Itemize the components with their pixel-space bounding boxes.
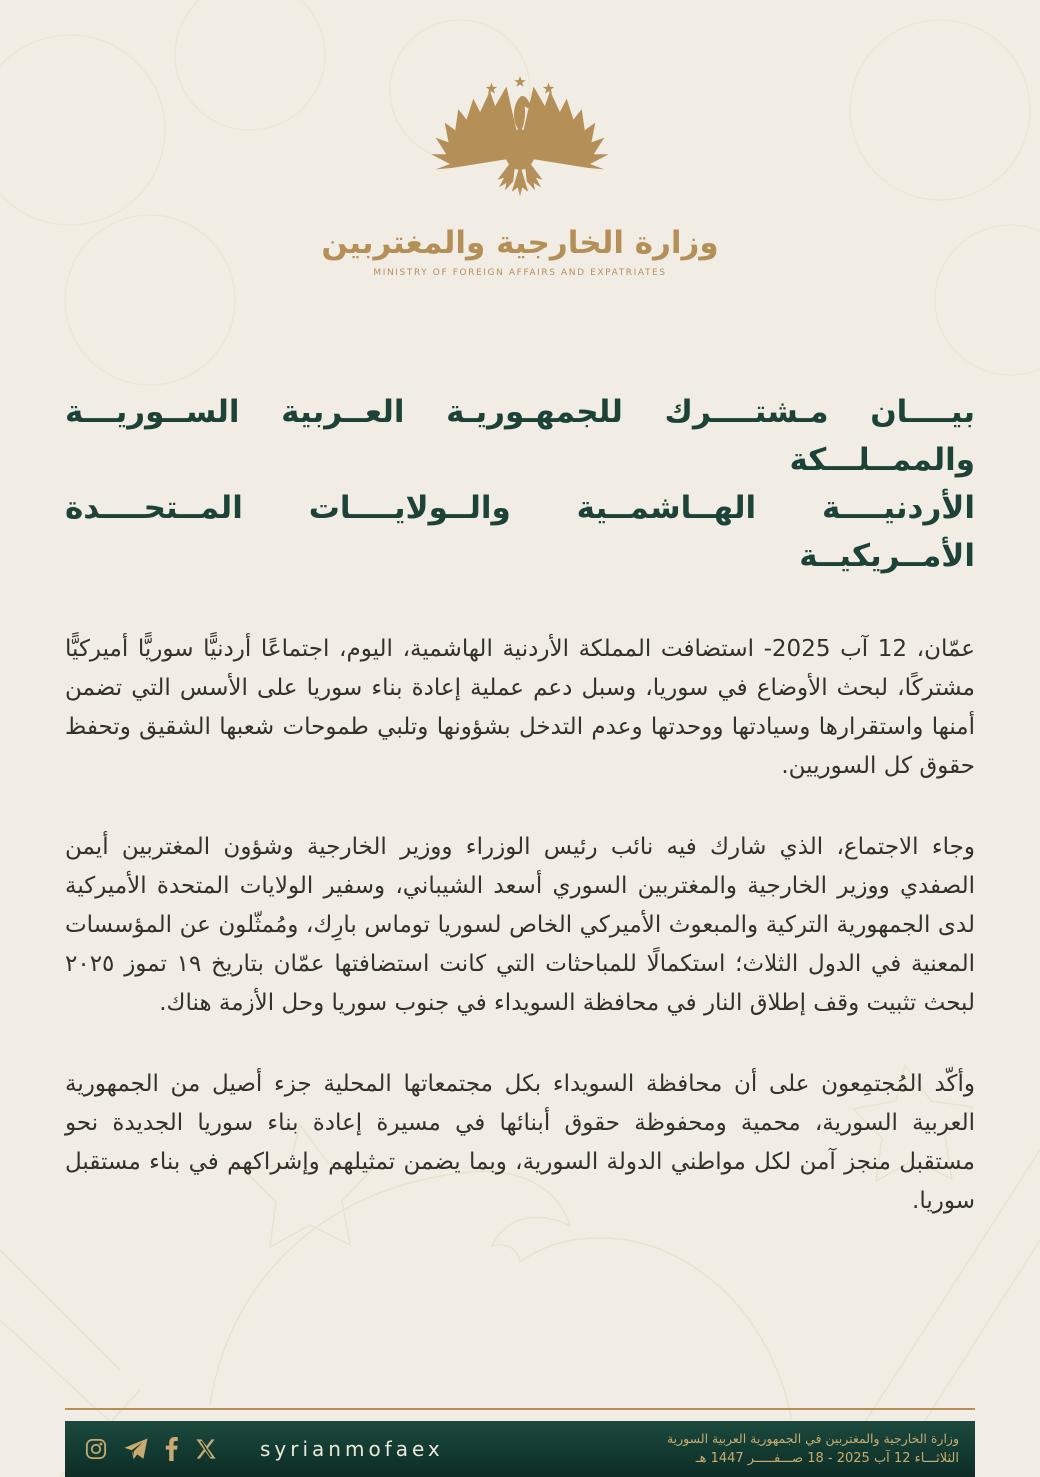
facebook-icon[interactable]: [165, 1437, 178, 1461]
ministry-logo: [0, 76, 1040, 278]
eagle-emblem-icon: [407, 76, 633, 219]
ministry-arabic-title: وزارة الخارجية والمغتربين: [321, 225, 719, 261]
footer-info: [667, 1429, 959, 1469]
statement-paragraph-3: وأكّد المُجتمِعون على أن محافظة السويداء بكل مجتمعاتها المحلية جزء أصيل من الجمهورية العربية السورية، محمية ومحفوظة حقوق أبنائها في مسيرة إعادة بناء سوريا الجديدة نحو مستقبل منجز آمن لكل مواطني الدولة السورية، وبما يضمن تمثيلهم وإشراكهم في بناء مستقبل سوريا.: [65, 1071, 975, 1214]
footer-bar: [65, 1421, 975, 1477]
telegram-icon[interactable]: [124, 1438, 148, 1460]
star-icon: [486, 83, 497, 94]
instagram-icon[interactable]: [85, 1438, 107, 1460]
star-icon: [514, 76, 525, 87]
social-links: [85, 1437, 444, 1461]
statement-title-line1: بيــــان مـشتــــرك للجمهـوريـة العــربية الســوريـــة والممــلـــكة: [65, 394, 975, 478]
footer-org-line: وزارة الخارجية والمغتربين في الجمهورية العربية السورية: [666, 1431, 959, 1446]
footer-date-line: الثلاثـــاء 12 آب 2025 - 18 صـــفـــــر 1447 هـ: [695, 1451, 959, 1466]
statement-paragraph-1: عمّان، 12 آب 2025- استضافت المملكة الأردنية الهاشمية، اليوم، اجتماعًا أردنيًّا سوريًّا أميركيًّا مشتركًا، لبحث الأوضاع في سوريا، وسبل دعم عملية إعادة بناء سوريا على الأسس التي تضمن أمنها واستقرارها وسيادتها ووحدتها وعدم التدخل بشؤونها وتلبي طموحات شعبها الشقيق وتحفظ حقوق كل السوريين.: [65, 636, 976, 779]
star-icon: [543, 83, 554, 94]
social-handle: syrianmofaex: [260, 1437, 444, 1461]
ministry-english-caption: MINISTRY OF FOREIGN AFFAIRS AND EXPATRIATES: [373, 268, 667, 278]
statement-title: [65, 388, 975, 580]
statement-paragraph-2: وجاء الاجتماع، الذي شارك فيه نائب رئيس الوزراء ووزير الخارجية وشؤون المغتربين أيمن الصفدي ووزير الخارجية والمغتربين السوري أسعد الشيباني، وسفير الولايات المتحدة الأميركية لدى الجمهورية التركية والمبعوث الأميركي الخاص لسوريا توماس بارِك، ومُمثّلون عن المؤسسات المعنية في الدول الثلاث؛ استكمالًا للمباحثات التي كانت استضافتها عمّان بتاريخ ١٩ تموز ٢٠٢٥ لبحث تثبيت وقف إطلاق النار في محافظة السويداء في جنوب سوريا وحل الأزمة هناك.: [65, 834, 975, 1016]
statement-content: [65, 388, 975, 1263]
gold-divider-line: [65, 1408, 975, 1410]
x-icon[interactable]: [195, 1438, 217, 1460]
statement-title-line2: الأردنيــــة الهــاشمــية والــولايــــات المــتحــــدة الأمــريكيــة: [65, 490, 975, 574]
